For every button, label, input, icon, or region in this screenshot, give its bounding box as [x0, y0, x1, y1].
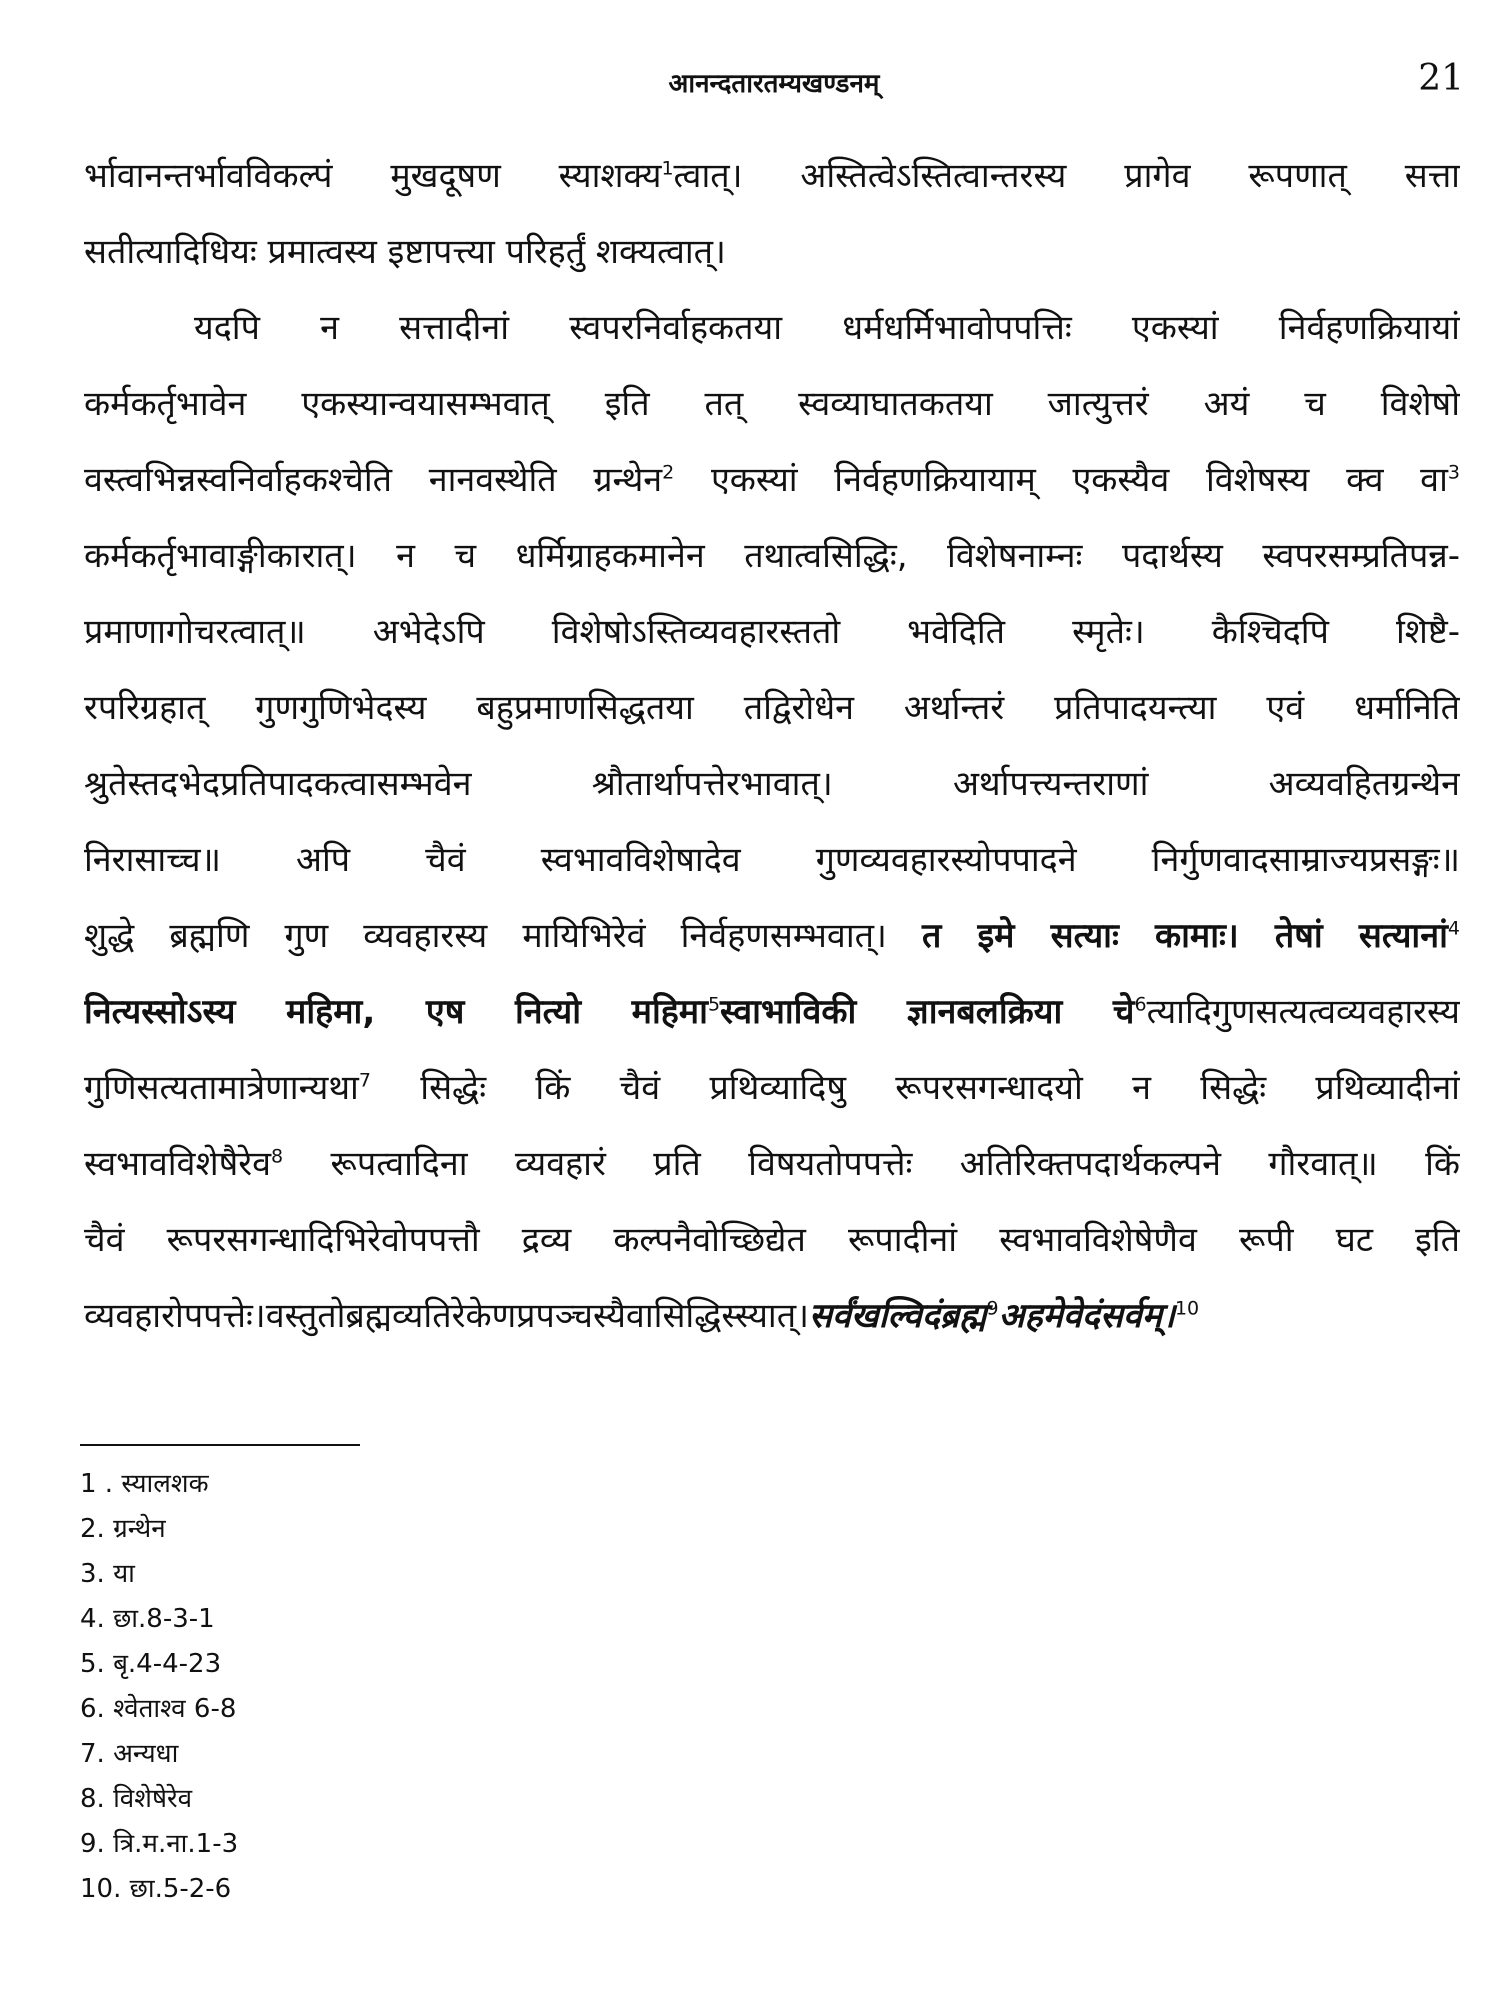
footnote-item: 1 . स्यालशक	[80, 1469, 209, 1499]
paragraph-start-line: यदपि न सत्तादीनां स्वपरनिर्वाहकतया धर्मधर्मिभावोपपत्तिः एकस्यां निर्वहणक्रियायां	[194, 308, 1460, 348]
text-line-11: शुद्धे ब्रह्मणि गुण व्यवहारस्य मायिभिरेवं निर्वहणसम्भवात्। त इमे सत्याः कामाः। तेषां सत्यानां$^4$	[84, 916, 1460, 956]
footnote-ref-10[interactable]: 10	[1174, 1297, 1200, 1320]
footnote-item: 4. छा.8-3-1	[80, 1604, 215, 1634]
text-line-8: रपरिग्रहात् गुणगुणिभेदस्य बहुप्रमाणसिद्धतया तद्विरोधेन अर्थान्तरं प्रतिपादयन्त्या एवं धर्मानिति	[84, 688, 1460, 728]
footnote-item: 3. या	[80, 1559, 135, 1589]
bold-quotation: स्वाभाविकी ज्ञानबलक्रिया चे	[720, 992, 1135, 1032]
text-line-13: गुणिसत्यतामात्रेणान्यथा$^7$ सिद्धेः किं चैवं प्रथिव्यादिषु रूपरसगन्धादयो न सिद्धेः प्रथिव्यादीनां	[84, 1068, 1460, 1108]
text-line-12: नित्यस्सोऽस्य महिमा, एष नित्यो महिमा$^5$स्वाभाविकी ज्ञानबलक्रिया चे$^6$त्यादिगुणसत्यत्वव्यवहारस्य	[84, 992, 1460, 1032]
footnote-item: 2. ग्रन्थेन	[80, 1514, 166, 1544]
bold-italic-quotation: अहमेवेदंसर्वम्।	[998, 1296, 1175, 1336]
text-line-9: श्रुतेस्तदभेदप्रतिपादकत्वासम्भवेन श्रौतार्थापत्तेरभावात्। अर्थापत्त्यन्तराणां अव्यवहितग्रन्थेन	[84, 764, 1460, 804]
text-line-6: कर्मकर्तृभावाङ्गीकारात्। न च धर्मिग्राहकमानेन तथात्वसिद्धिः, विशेषनाम्नः पदार्थस्य स्वपरसम्प्रतिपन्न-	[84, 536, 1460, 576]
footnote-ref-5[interactable]: 5	[707, 993, 721, 1016]
footnote-separator	[80, 1444, 360, 1446]
bold-italic-quotation: सर्वंखल्विदंब्रह्म	[808, 1296, 987, 1336]
footnote-item: 7. अन्यधा	[80, 1739, 179, 1769]
text-line-5: वस्त्वभिन्नस्वनिर्वाहकश्चेति नानवस्थेति ग्रन्थेन$^2$ एकस्यां निर्वहणक्रियायाम् एकस्यैव विशेषस्य क्व वा$^3$	[84, 460, 1460, 500]
footnote-ref-2[interactable]: 2	[662, 461, 675, 484]
footnote-ref-1[interactable]: 1	[661, 157, 674, 180]
page-number: 21	[1418, 58, 1464, 99]
text-line-16: व्यवहारोपपत्तेः।वस्तुतोब्रह्मव्यतिरेकेणप्रपञ्चस्यैवासिद्धिस्स्यात्।सर्वंखल्विदंब्रह्म$^9$अहमेवेदंसर्वम्।$^{10}$	[84, 1296, 1200, 1336]
footnote-ref-8[interactable]: 8	[271, 1145, 284, 1168]
footnotes	[80, 1462, 680, 1912]
text-line-7: प्रमाणागोचरत्वात्॥ अभेदेऽपि विशेषोऽस्तिव्यवहारस्ततो भवेदिति स्मृतेः। कैश्चिदपि शिष्टै-	[84, 612, 1460, 652]
footnote-item: 6. श्वेताश्व 6-8	[80, 1694, 237, 1724]
footnote-ref-6[interactable]: 6	[1134, 993, 1147, 1016]
text-line-1: र्भावानन्तर्भावविकल्पं मुखदूषण स्याशक्य$^1$त्वात्। अस्तित्वेऽस्तित्वान्तरस्य प्रागेव रूपणात् सत्ता	[84, 156, 1460, 196]
footnote-ref-7[interactable]: 7	[358, 1069, 371, 1092]
text-line-10: निरासाच्च॥ अपि चैवं स्वभावविशेषादेव गुणव्यवहारस्योपपादने निर्गुणवादसाम्राज्यप्रसङ्गः॥	[84, 840, 1460, 880]
text-line-14: स्वभावविशेषैरेव$^8$ रूपत्वादिना व्यवहारं प्रति विषयतोपपत्तेः अतिरिक्तपदार्थकल्पने गौरवात्॥ किं	[84, 1144, 1460, 1184]
page-header	[84, 58, 1464, 106]
running-title: आनन्दतारतम्यखण्डनम्	[668, 69, 880, 99]
footnote-item: 8. विशेषेरेव	[80, 1784, 193, 1814]
text-line-2: सतीत्यादिधियः प्रमात्वस्य इष्टापत्त्या परिहर्तुं शक्यत्वात्।	[84, 232, 726, 272]
bold-quotation: नित्यस्सोऽस्य महिमा, एष नित्यो महिमा	[84, 992, 708, 1032]
footnote-item: 10. छा.5-2-6	[80, 1874, 232, 1904]
footnote-ref-9[interactable]: 9	[986, 1297, 999, 1320]
text-line-4: कर्मकर्तृभावेन एकस्यान्वयासम्भवात् इति तत् स्वव्याघातकतया जात्युत्तरं अयं च विशेषो	[84, 384, 1460, 424]
text-line-15: चैवं रूपरसगन्धादिभिरेवोपपत्तौ द्रव्य कल्पनैवोच्छिद्येत रूपादीनां स्वभावविशेषेणैव रूपी घट इति	[84, 1220, 1460, 1260]
body-text	[84, 138, 1460, 1354]
footnote-item: 5. बृ.4-4-23	[80, 1649, 222, 1679]
footnote-ref-3[interactable]: 3	[1447, 461, 1460, 484]
footnote-item: 9. त्रि.म.ना.1-3	[80, 1829, 239, 1859]
bold-quotation: त इमे सत्याः कामाः। तेषां सत्यानां	[921, 916, 1448, 956]
footnote-ref-4[interactable]: 4	[1447, 917, 1460, 940]
